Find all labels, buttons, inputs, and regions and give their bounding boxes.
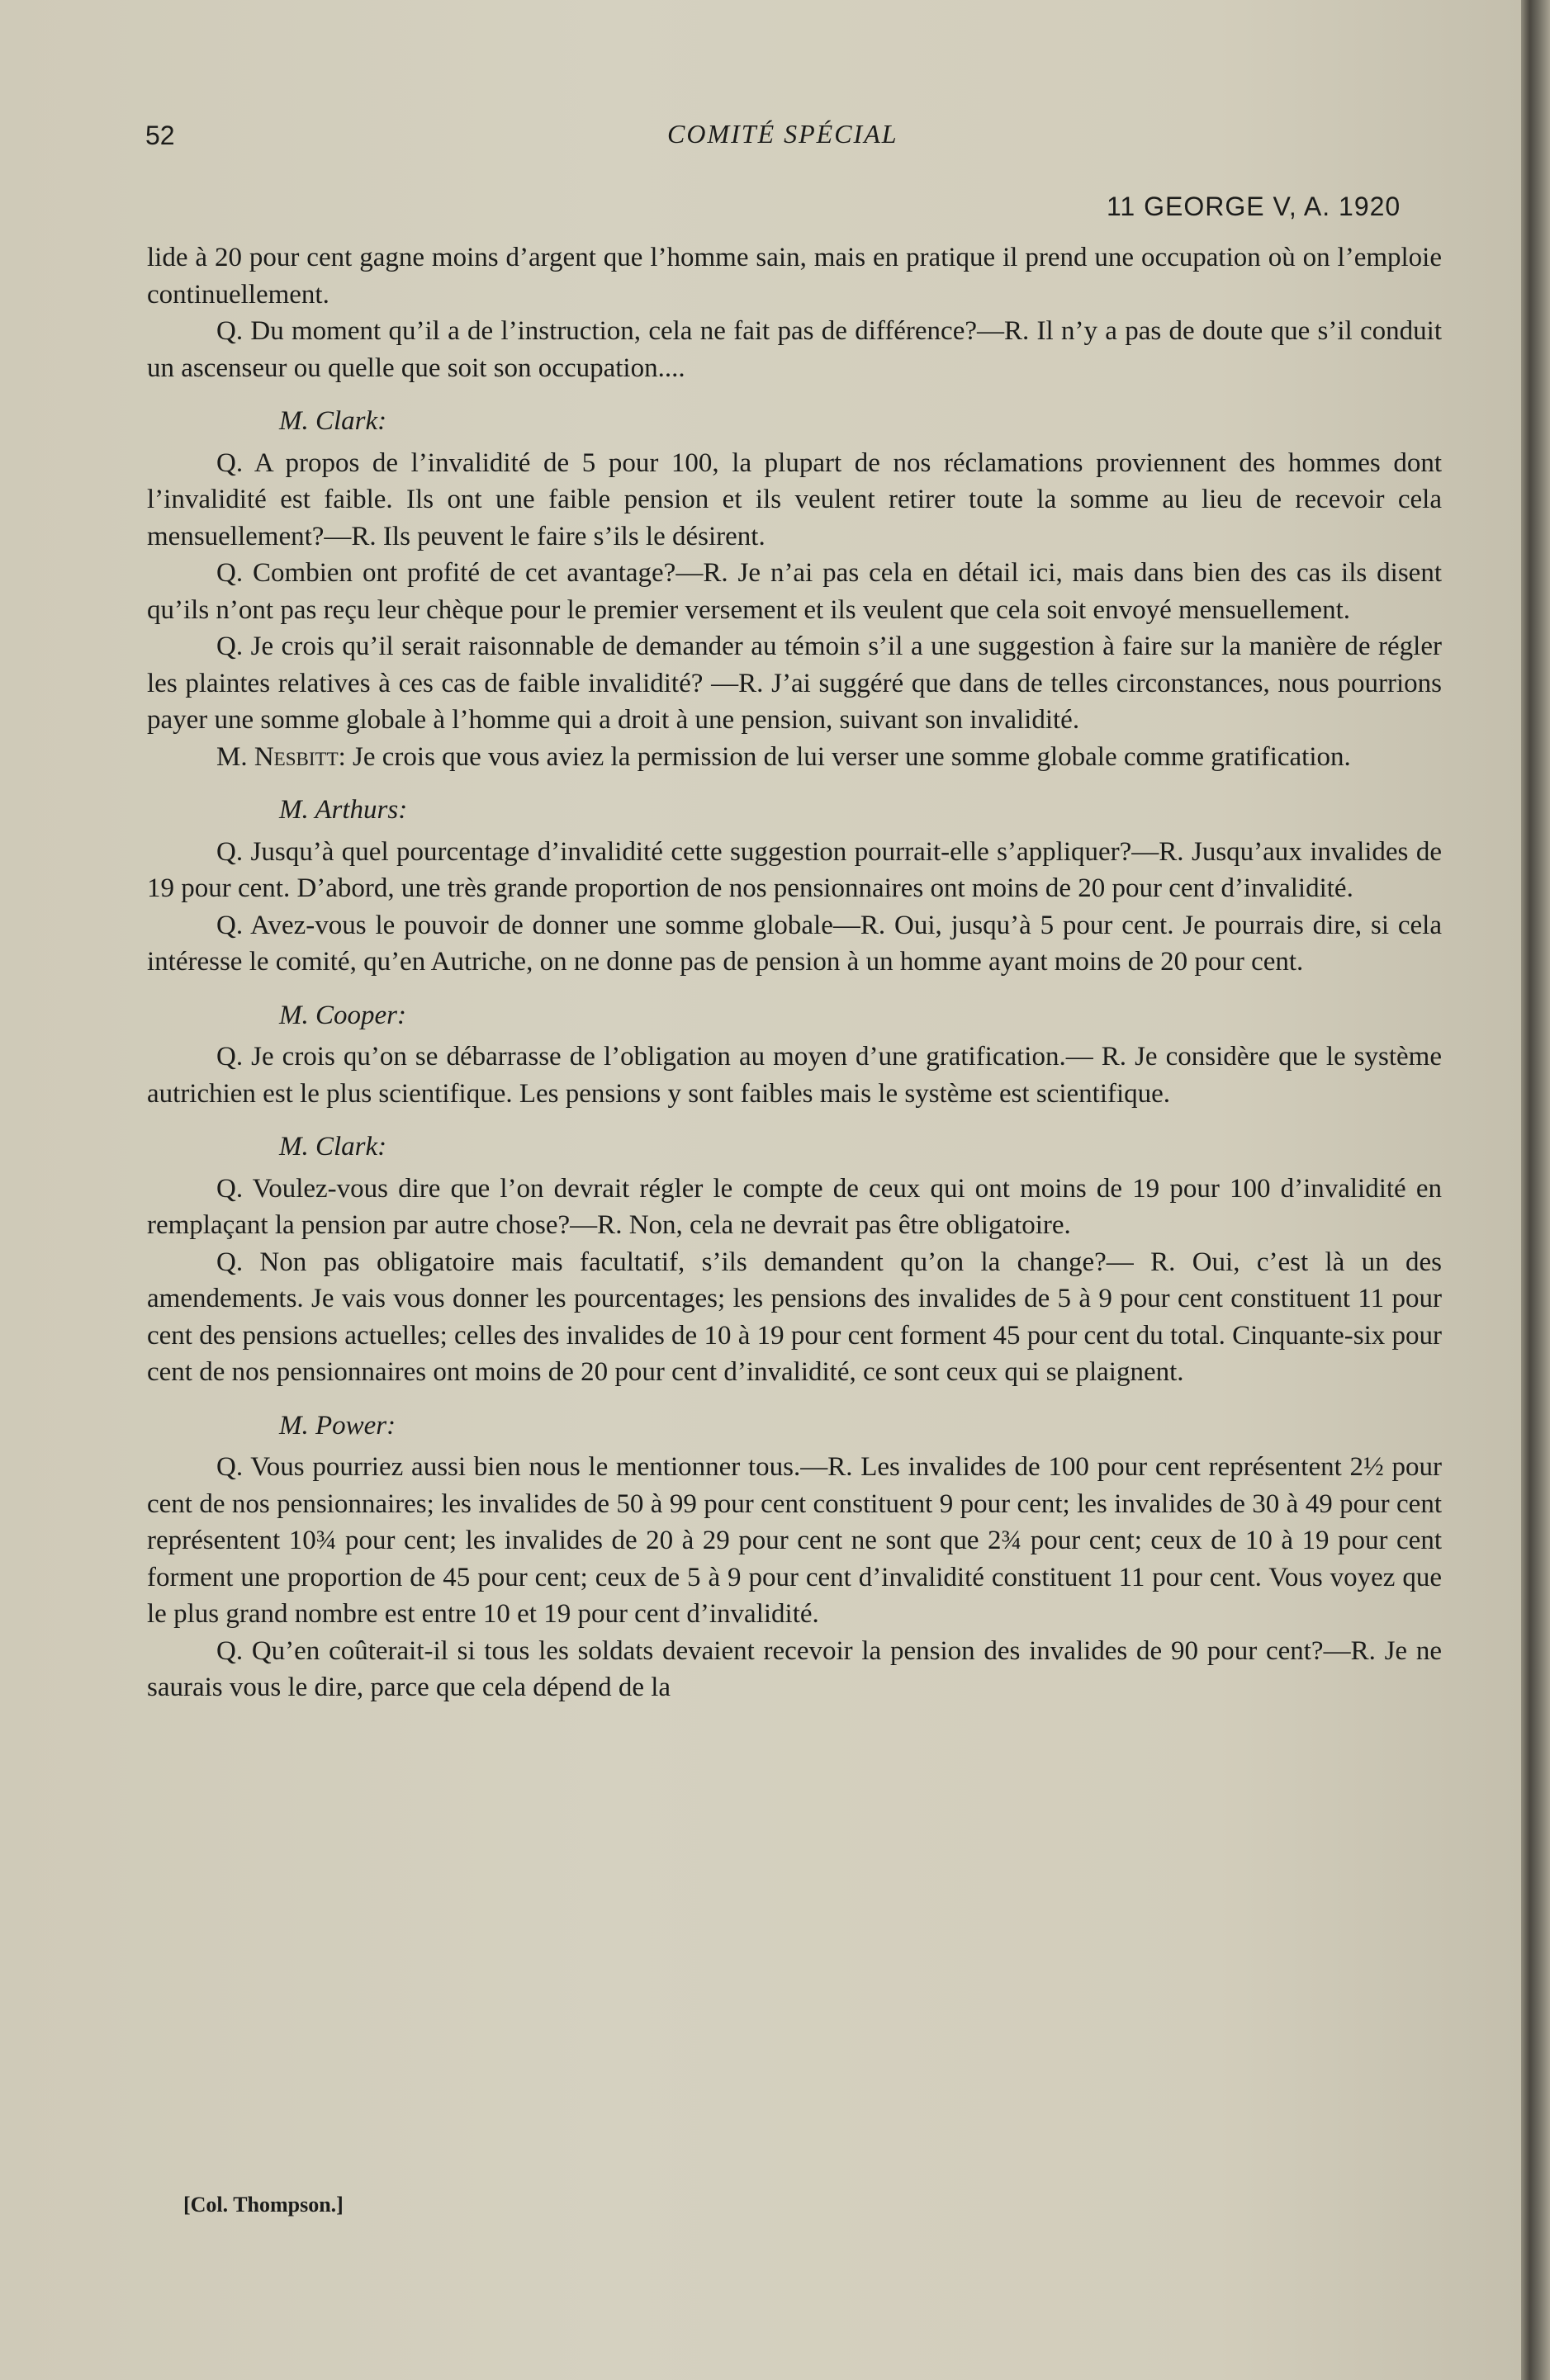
paragraph: Q. A propos de l’invalidité de 5 pour 100, la plupart de nos réclamations proviennent des hommes dont l’invalidité est faible. Ils ont une faible pension et ils veulent retirer toute la somme au lieu de recevoir cela mensuellement?—R. Ils peuvent le faire s’ils le désirent. bbox=[147, 447, 1442, 551]
speaker-heading: M. Power: bbox=[279, 1410, 396, 1441]
book-spine-edge bbox=[1521, 0, 1550, 2380]
body-text bbox=[147, 239, 1442, 1706]
paragraph-text: : Je crois que vous aviez la permission de lui verser une somme globale comme gratification. bbox=[338, 741, 1351, 772]
paragraph: Q. Je crois qu’il serait raisonnable de demander au témoin s’il a une suggestion à faire sur la manière de régler les plaintes relatives à ces cas de faible invalidité? —R. J’ai suggéré que dans de telles circonstances, nous pourrions payer une somme globale à l’homme qui a droit à une pension, suivant son invalidité. bbox=[147, 632, 1442, 735]
paragraph: Q. Combien ont profité de cet avantage?—R. Je n’ai pas cela en détail ici, mais dans bien des cas ils disent qu’ils n’ont pas reçu leur chèque pour le premier versement et ils veulent que cela soit envoyé mensuellement. bbox=[147, 558, 1442, 625]
paragraph: lide à 20 pour cent gagne moins d’argent que l’homme sain, mais en pratique il prend une occupation où on l’emploie continuellement. bbox=[147, 243, 1442, 310]
witness-footer: [Col. Thompson.] bbox=[183, 2193, 344, 2217]
speaker-heading: M. Cooper: bbox=[279, 1000, 406, 1030]
paragraph bbox=[147, 739, 1442, 776]
paragraph: Q. Voulez-vous dire que l’on devrait régler le compte de ceux qui ont moins de 19 pour 100 d’invalidité en remplaçant la pension par autre chose?—R. Non, cela ne devrait pas être obligatoire. bbox=[147, 1173, 1442, 1240]
edition-line: 11 GEORGE V, A. 1920 bbox=[1107, 192, 1401, 221]
page-number: 52 bbox=[145, 121, 175, 150]
paragraph: Q. Jusqu’à quel pourcentage d’invalidité cette suggestion pourrait-elle s’appliquer?—R. Jusqu’aux invalides de 19 pour cent. D’abord, une très grande proportion de nos pensionnaires ont moins de 20 pour cent d’invalidité. bbox=[147, 836, 1442, 903]
paragraph: Q. Qu’en coûterait-il si tous les soldats devaient recevoir la pension des invalides de 90 pour cent?—R. Je ne saurais vous le dire, parce que cela dépend de la bbox=[147, 1635, 1442, 1702]
paragraph: Q. Je crois qu’on se débarrasse de l’obligation au moyen d’une gratification.— R. Je considère que le système autrichien est le plus scientifique. Les pensions y sont faibles mais le système est scientifique. bbox=[147, 1042, 1442, 1109]
speaker-name: Nesbitt bbox=[254, 741, 339, 772]
speaker-prefix: M. bbox=[216, 741, 254, 772]
paragraph: Q. Du moment qu’il a de l’instruction, cela ne fait pas de différence?—R. Il n’y a pas de doute que s’il conduit un ascenseur ou quelle que soit son occupation.... bbox=[147, 316, 1442, 383]
speaker-heading: M. Clark: bbox=[279, 406, 387, 436]
paragraph: Q. Avez-vous le pouvoir de donner une somme globale—R. Oui, jusqu’à 5 pour cent. Je pourrais dire, si cela intéresse le comité, qu’en Autriche, on ne donne pas de pension à un homme ayant moins de 20 pour cent. bbox=[147, 910, 1442, 977]
paragraph: Q. Non pas obligatoire mais facultatif, s’ils demandent qu’on la change?— R. Oui, c’est là un des amendements. Je vais vous donner les pourcentages; les pensions des invalides de 5 à 9 pour cent constituent 11 pour cent des pensions actuelles; celles des invalides de 10 à 19 pour cent forment 45 pour cent du total. Cinquante-six pour cent de nos pensionnaires ont moins de 20 pour cent d’invalidité, ce sont ceux qui se plaignent. bbox=[147, 1247, 1442, 1387]
running-title: COMITÉ SPÉCIAL bbox=[667, 119, 898, 149]
paragraph: Q. Vous pourriez aussi bien nous le mentionner tous.—R. Les invalides de 100 pour cent représentent 2½ pour cent de nos pensionnaires; les invalides de 50 à 99 pour cent constituent 9 pour cent; les invalides de 30 à 49 pour cent représentent 10¾ pour cent; les invalides de 20 à 29 pour cent ne sont que 2¾ pour cent; ceux de 10 à 19 pour cent forment une proportion de 45 pour cent; ceux de 5 à 9 pour cent d’invalidité constituent 11 pour cent. Vous voyez que le plus grand nombre est entre 10 et 19 pour cent d’invalidité. bbox=[147, 1452, 1442, 1629]
speaker-heading: M. Clark: bbox=[279, 1132, 387, 1162]
speaker-heading: M. Arthurs: bbox=[279, 795, 408, 825]
